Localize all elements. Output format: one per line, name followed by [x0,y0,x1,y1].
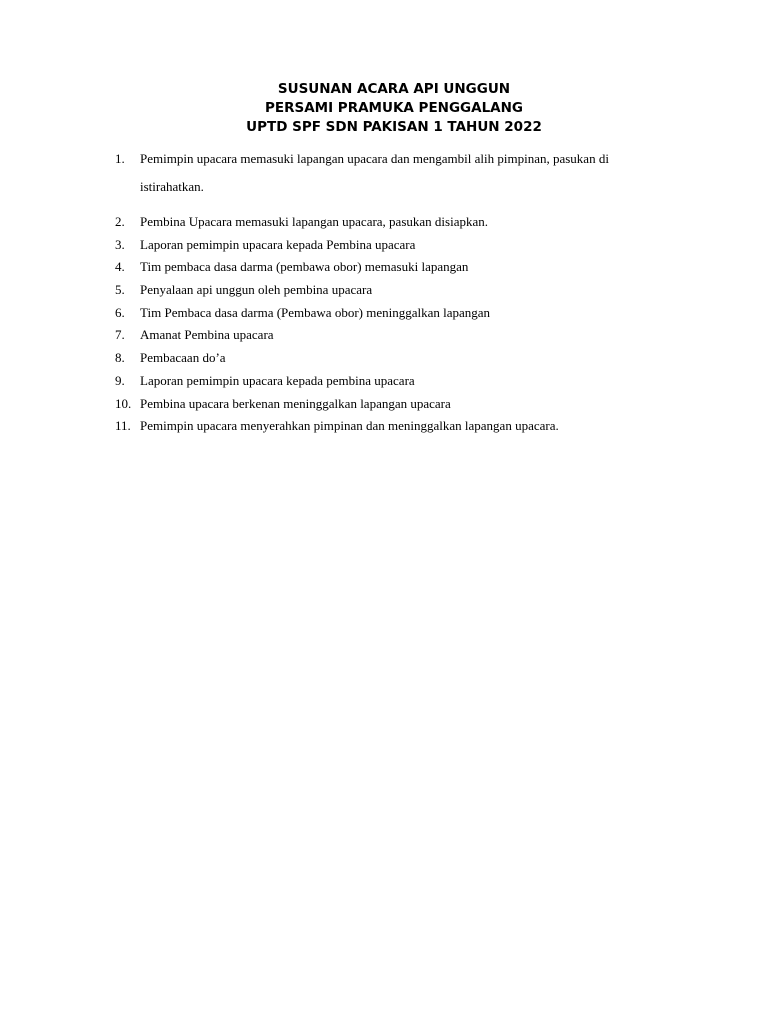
agenda-item-text: Pembina Upacara memasuki lapangan upacara, pasukan disiapkan. [140,214,488,229]
agenda-item-number: 11. [115,418,131,434]
agenda-item-number: 7. [115,327,125,343]
agenda-item-number: 5. [115,282,125,298]
agenda-item-text: Pembacaan do’a [140,350,226,366]
agenda-item [115,349,675,366]
agenda-item [115,395,675,412]
agenda-item [115,258,675,275]
agenda-item-text: Tim pembaca dasa darma (pembawa obor) memasuki lapangan [140,259,469,275]
agenda-item-number: 1. [115,151,125,166]
agenda-item [115,417,675,434]
document-title [0,80,768,137]
agenda-item [115,213,675,230]
title-line-2: PERSAMI PRAMUKA PENGGALANG [264,100,524,116]
agenda-item-text: Tim Pembaca dasa darma (Pembawa obor) meninggalkan lapangan [140,304,491,320]
agenda-item-number: 10. [115,395,132,411]
agenda-item-text: Penyalaan api unggun oleh pembina upacara [140,282,373,298]
agenda-item [115,236,675,253]
agenda-item-number: 4. [115,259,125,275]
agenda-item [115,304,675,321]
agenda-item-text: Laporan pemimpin upacara kepada Pembina upacara [140,236,416,252]
agenda-item-text: Laporan pemimpin upacara kepada pembina upacara [140,372,415,388]
agenda-item-number: 6. [115,304,125,320]
agenda-item-text: Pemimpin upacara menyerahkan pimpinan dan meninggalkan lapangan upacara. [140,418,559,434]
agenda-item-number: 3. [115,236,125,252]
agenda-item [115,281,675,298]
agenda-item-text: Pembina upacara berkenan meninggalkan lapangan upacara [140,395,451,411]
agenda-item [115,150,675,201]
agenda-list [115,150,675,440]
agenda-item [115,372,675,389]
title-line-3: UPTD SPF SDN PAKISAN 1 TAHUN 2022 [246,119,542,135]
agenda-item-number: 8. [115,350,125,366]
agenda-item [115,326,675,343]
title-line-1: SUSUNAN ACARA API UNGGUN [277,81,511,97]
agenda-item-text: Pemimpin upacara memasuki lapangan upacara dan mengambil alih pimpinan, pasukan di istirahatkan. [140,151,609,194]
agenda-item-text: Amanat Pembina upacara [140,327,274,343]
agenda-item-number: 9. [115,372,125,388]
agenda-item-number: 2. [115,214,125,229]
